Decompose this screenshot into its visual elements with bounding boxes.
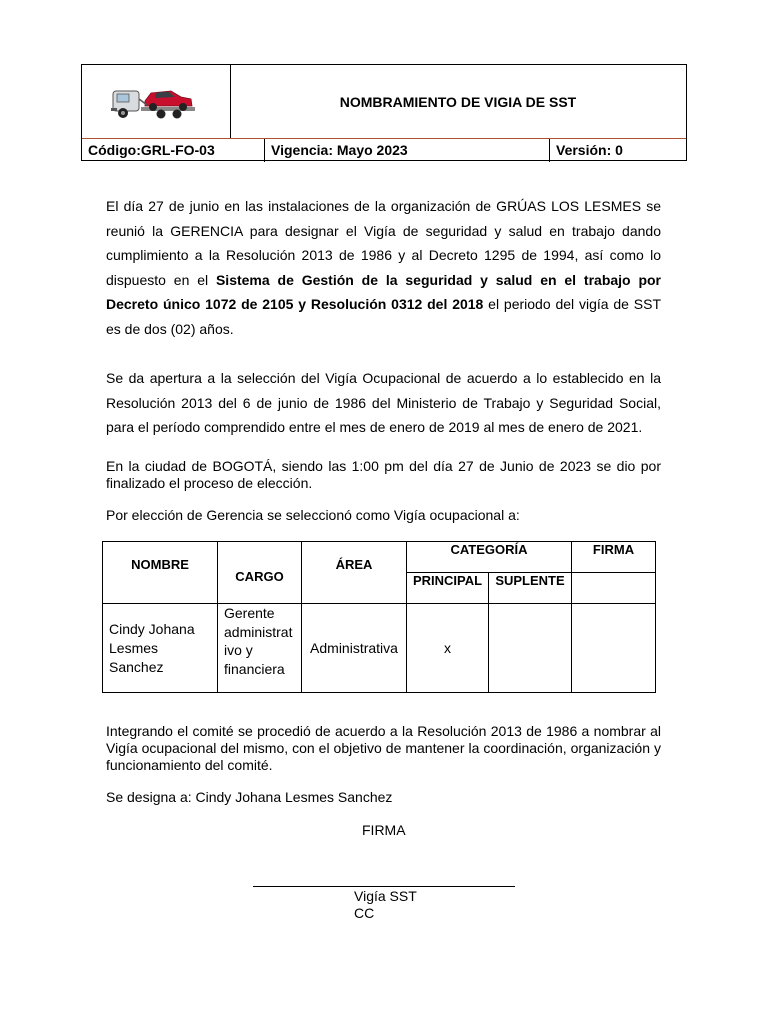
paragraph-designee: Se designa a: Cindy Johana Lesmes Sanchez xyxy=(106,789,393,805)
paragraph-selected-intro: Por elección de Gerencia se seleccionó como Vigía ocupacional a: xyxy=(106,507,520,523)
header-info-row xyxy=(82,138,686,162)
paragraph-committee: Integrando el comité se procedió de acuerdo a la Resolución 2013 de 1986 a nombrar al Vigía ocupacional del mismo, con el objetivo de mantener la coordinación, organización y funcionamiento del comité. xyxy=(106,723,661,773)
divider xyxy=(549,139,550,162)
header-firma-sub xyxy=(572,573,656,604)
cell-cargo xyxy=(218,604,302,693)
paragraph-text: El día 27 de junio en las instalaciones de la organización de GRÚAS LOS LESMES se reunió la GERENCIA para designar el Vigía de seguridad y salud en trabajo dando cumplimiento a la Resolución 2013 de 1986 y al Decreto 1295 de 1994, así como lo dispuesto en el xyxy=(106,198,661,288)
paragraph-bold-text: Sistema de Gestión de la seguridad y salud en el trabajo por Decreto único 1072 de 2105 y Resolución 0312 del 2018 xyxy=(106,271,661,313)
cell-suplente xyxy=(489,604,572,693)
cell-firma xyxy=(572,604,656,693)
selection-table xyxy=(102,541,656,693)
cell-text: Lesmes xyxy=(109,639,159,656)
document-title: NOMBRAMIENTO DE VIGIA DE SST xyxy=(339,93,577,110)
cell-nombre xyxy=(103,604,218,693)
signature-label: FIRMA xyxy=(362,822,406,838)
header-firma: FIRMA xyxy=(572,542,656,573)
tow-truck-icon xyxy=(111,77,201,121)
cell-text: financiera xyxy=(224,660,285,677)
signature-block xyxy=(354,888,417,922)
document-validity: Vigencia: Mayo 2023 xyxy=(271,142,408,158)
header-area: ÁREA xyxy=(302,542,407,604)
cell-text: Gerente xyxy=(224,605,275,621)
header-categoria: CATEGORÍA xyxy=(407,542,572,573)
header-nombre: NOMBRE xyxy=(103,542,218,604)
document-version: Versión: 0 xyxy=(556,142,623,158)
cell-text: Cindy Johana xyxy=(109,620,195,637)
cell-text: Sanchez xyxy=(109,658,164,675)
paragraph-selection-opening: Se da apertura a la selección del Vigía Ocupacional de acuerdo a lo establecido en la Resolución 2013 del 6 de junio de 1986 del Ministerio de Trabajo y Seguridad Social, para el período comprendido entre el mes de enero de 2019 al mes de enero de 2021. xyxy=(106,370,661,436)
signature-line xyxy=(253,886,515,887)
cell-area: Administrativa xyxy=(302,604,407,693)
header-suplente: SUPLENTE xyxy=(489,573,572,604)
logo-cell xyxy=(82,65,231,138)
paragraph-text: el periodo del vigía de SST es de dos (02) años. xyxy=(106,296,661,337)
signature-role: Vigía SST xyxy=(354,888,417,904)
cell-principal: x xyxy=(407,604,489,693)
signature-cc: CC xyxy=(354,905,375,921)
header-principal: PRINCIPAL xyxy=(407,573,489,604)
header-cargo: CARGO xyxy=(218,542,302,604)
document-header xyxy=(81,64,687,161)
cell-text: ivo y xyxy=(224,642,253,658)
document-code: Código:GRL-FO-03 xyxy=(88,142,215,158)
paragraph-election-close: En la ciudad de BOGOTÁ, siendo las 1:00 pm del día 27 de Junio de 2023 se dio por finalizado el proceso de elección. xyxy=(106,458,661,491)
cell-text: administrat xyxy=(224,623,293,640)
paragraph-designation xyxy=(106,194,661,342)
table-row xyxy=(103,604,656,693)
divider xyxy=(264,139,265,162)
